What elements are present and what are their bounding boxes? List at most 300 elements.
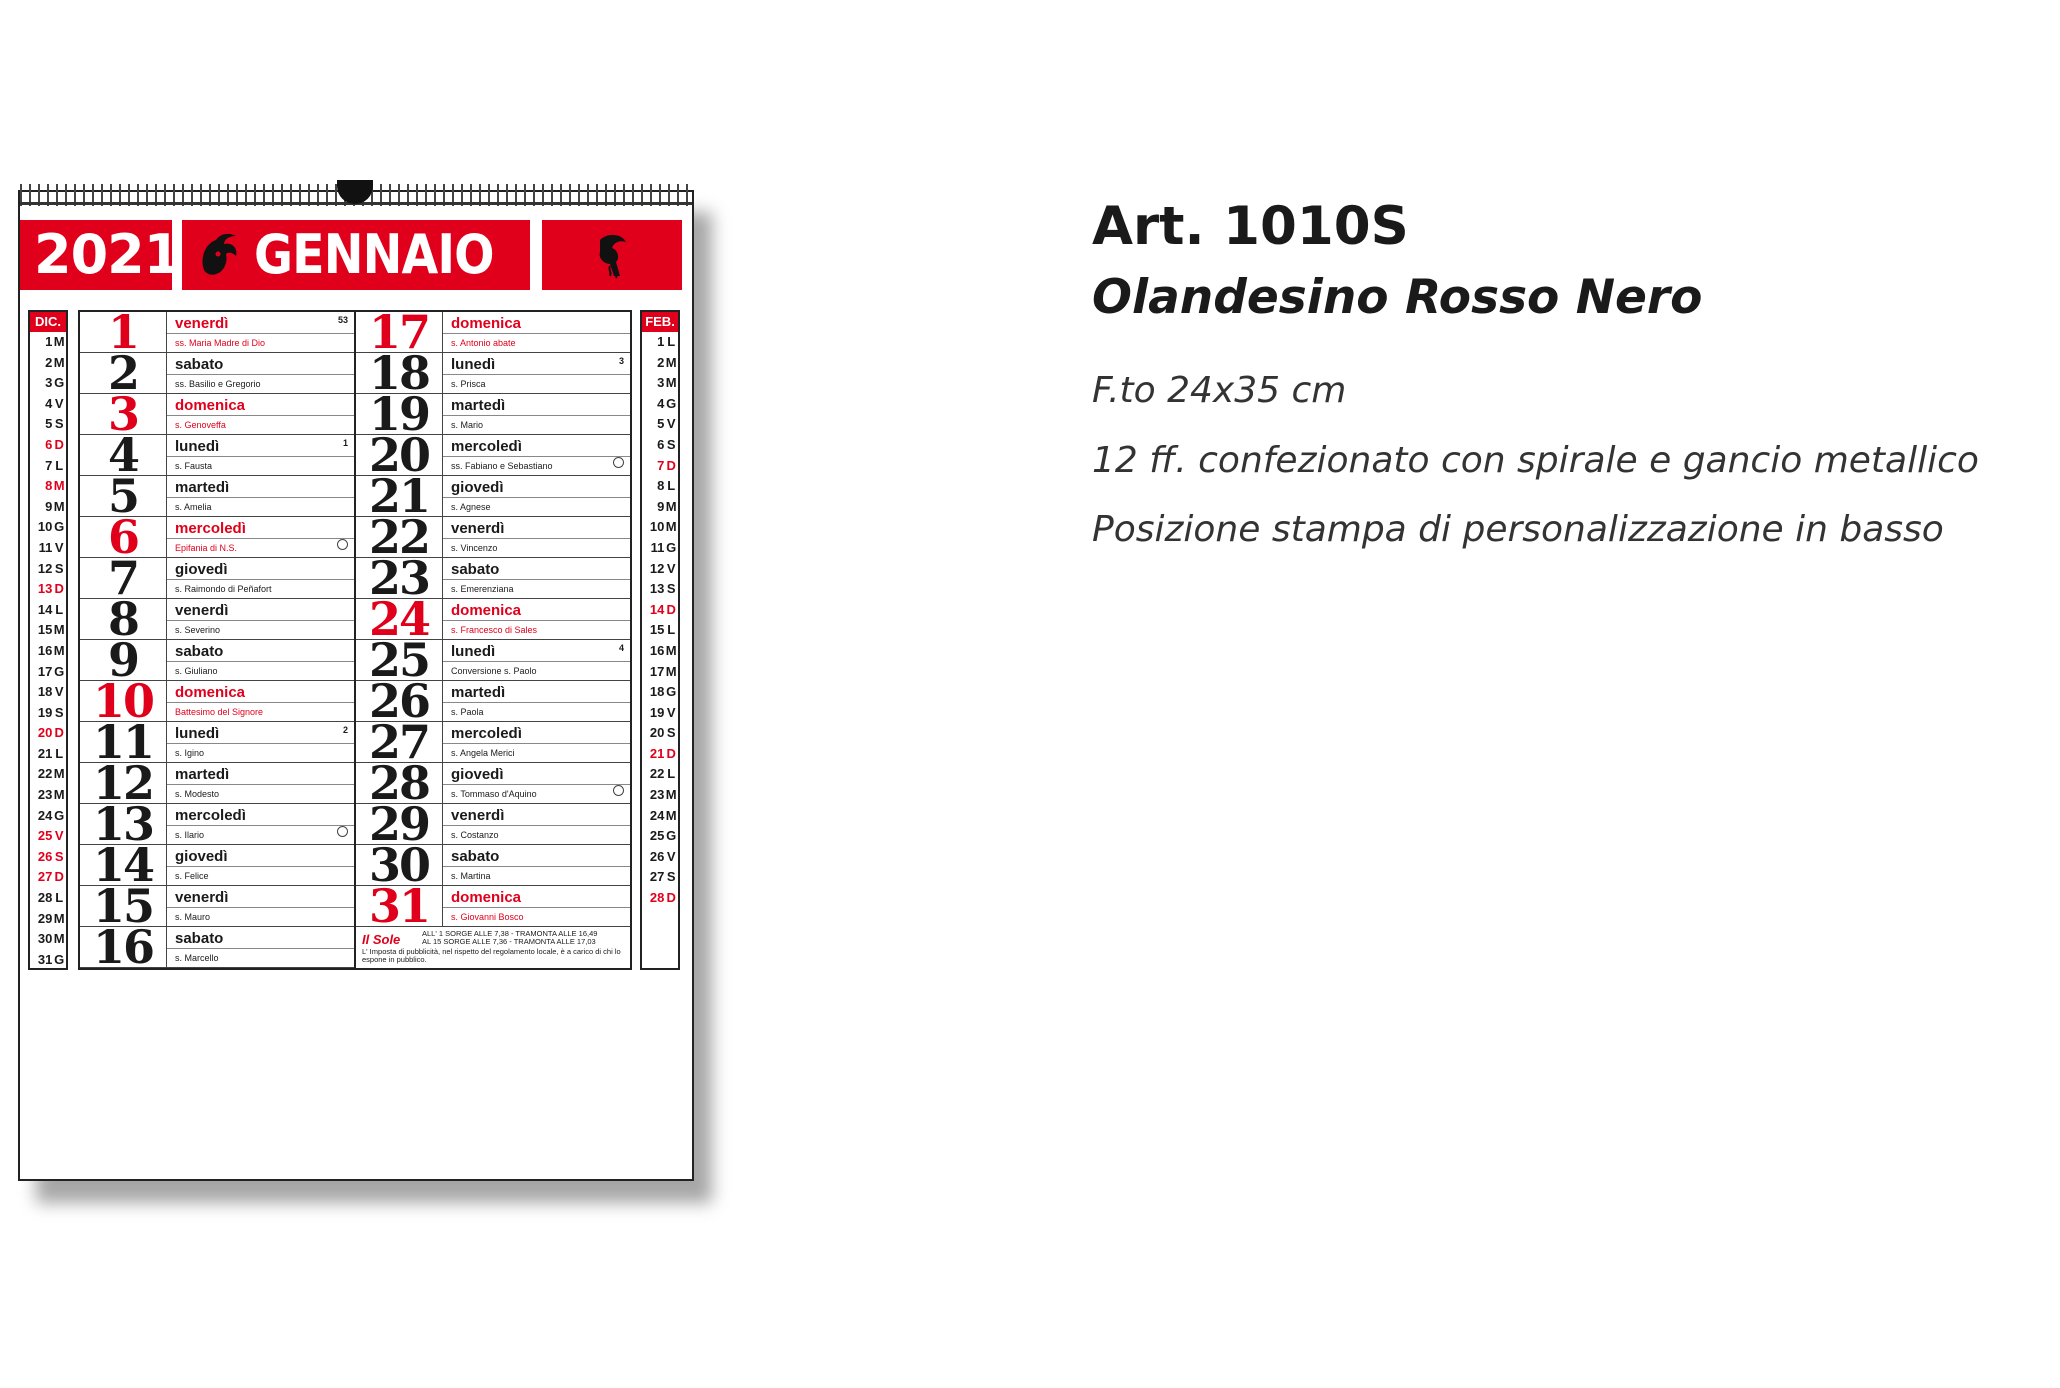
mini-day-row — [642, 785, 678, 806]
saint-name: s. Tommaso d'Aquino — [451, 789, 537, 799]
weekday-label: sabato — [175, 930, 224, 947]
mini-day-number: 3 — [657, 375, 665, 391]
aquarius-icon — [590, 230, 634, 280]
sunrise-info — [422, 930, 597, 946]
weekday-label: sabato — [451, 848, 500, 865]
mini-day-row — [642, 641, 678, 662]
weekday-label: domenica — [175, 684, 246, 701]
day-divider — [443, 579, 630, 580]
saint-name: s. Emerenziana — [451, 584, 514, 594]
day-number: 7 — [107, 551, 138, 605]
mini-day-number: 11 — [650, 539, 665, 555]
mini-day-row — [30, 867, 66, 888]
day-number: 12 — [92, 756, 153, 810]
day-divider — [443, 456, 630, 457]
saint-name: s. Paola — [451, 707, 484, 717]
print-position-spec: Posizione stampa di personalizzazione in basso — [1092, 509, 1944, 550]
saint-name: s. Marcello — [175, 953, 219, 963]
mini-day-number: 4 — [45, 395, 53, 411]
day-info — [442, 845, 630, 885]
day-number: 22 — [368, 510, 429, 564]
day-info — [166, 312, 354, 352]
day-number: 6 — [107, 510, 138, 564]
day-info — [166, 599, 354, 639]
day-number: 18 — [368, 346, 429, 400]
day-info — [166, 886, 354, 926]
mini-day-number: 28 — [37, 890, 53, 906]
saint-name: s. Igino — [175, 748, 205, 758]
mini-day-number: 8 — [657, 478, 665, 494]
day-divider — [167, 579, 354, 580]
day-info — [442, 599, 630, 639]
mini-day-letter: V — [54, 684, 64, 700]
mini-day-number: 9 — [45, 498, 53, 514]
mini-day-letter: V — [54, 828, 64, 844]
mini-day-letter: S — [666, 436, 676, 452]
mini-day-row — [30, 414, 66, 435]
mini-day-row — [642, 744, 678, 765]
mini-day-number: 6 — [657, 436, 665, 452]
day-info — [166, 927, 354, 967]
mini-day-row — [642, 373, 678, 394]
mini-day-letter: G — [54, 375, 65, 391]
mini-day-number: 13 — [649, 581, 665, 597]
mini-day-row — [642, 662, 678, 683]
day-number: 11 — [92, 715, 153, 769]
zodiac-header — [542, 220, 682, 290]
mini-day-number: 26 — [37, 848, 53, 864]
saint-name: ss. Fabiano e Sebastiano — [451, 461, 553, 471]
day-info — [442, 804, 630, 844]
mini-day-row — [30, 476, 66, 497]
day-number: 21 — [368, 469, 429, 523]
saint-name: s. Genoveffa — [175, 420, 226, 430]
mini-day-row — [30, 456, 66, 477]
day-number: 13 — [92, 797, 153, 851]
moon-phase-icon — [613, 457, 624, 468]
day-info — [166, 804, 354, 844]
weekday-label: domenica — [451, 602, 522, 619]
mini-day-letter: G — [666, 828, 677, 844]
day-number: 4 — [107, 428, 138, 482]
mini-day-row — [30, 353, 66, 374]
mini-day-row — [642, 394, 678, 415]
mini-day-row — [30, 826, 66, 847]
mini-day-letter: D — [54, 436, 64, 452]
next-month-days — [642, 332, 678, 909]
mini-day-letter: M — [53, 478, 65, 494]
day-row — [356, 879, 630, 933]
weekday-label: domenica — [451, 889, 522, 906]
day-divider — [167, 538, 354, 539]
saint-name: s. Amelia — [175, 502, 212, 512]
mini-day-number: 25 — [37, 828, 53, 844]
weekday-label: sabato — [451, 561, 500, 578]
mini-day-number: 7 — [657, 457, 665, 473]
day-number: 25 — [368, 633, 429, 687]
mini-day-letter: M — [53, 766, 65, 782]
mini-day-number: 21 — [649, 745, 665, 761]
mini-day-letter: G — [54, 519, 65, 535]
mini-day-row — [642, 579, 678, 600]
mini-day-letter: M — [53, 622, 65, 638]
day-divider — [167, 743, 354, 744]
sunrise-line-1: ALL' 1 SORGE ALLE 7,38 - TRAMONTA ALLE 16,49 — [422, 929, 598, 938]
mini-day-number: 5 — [45, 416, 53, 432]
mini-day-letter: D — [54, 869, 64, 885]
weekday-label: giovedì — [175, 561, 228, 578]
day-info — [166, 517, 354, 557]
mini-day-number: 31 — [37, 951, 53, 967]
saint-name: s. Prisca — [451, 379, 486, 389]
packaging-spec: 12 ff. confezionato con spirale e gancio metallico — [1092, 440, 1979, 481]
mini-day-letter: S — [666, 869, 676, 885]
mini-day-row — [642, 682, 678, 703]
week-number: 3 — [618, 356, 624, 366]
mini-day-number: 23 — [649, 787, 665, 803]
day-number: 9 — [107, 633, 138, 687]
saint-name: s. Antonio abate — [451, 338, 516, 348]
mini-day-letter: V — [54, 395, 64, 411]
day-number: 14 — [92, 838, 153, 892]
mini-day-letter: L — [667, 622, 676, 638]
day-info — [442, 353, 630, 393]
mini-day-number: 18 — [37, 684, 53, 700]
mini-day-number: 7 — [45, 457, 53, 473]
mini-day-row — [30, 559, 66, 580]
day-divider — [167, 702, 354, 703]
day-info — [166, 722, 354, 762]
mini-day-letter: M — [665, 354, 677, 370]
mini-day-letter: S — [54, 560, 64, 576]
mini-day-row — [30, 744, 66, 765]
mini-day-number: 23 — [37, 787, 53, 803]
model-name: Olandesino Rosso Nero — [1092, 270, 1703, 325]
previous-month-days — [30, 332, 66, 970]
saint-name: s. Fausta — [175, 461, 213, 471]
saint-name: s. Raimondo di Peñafort — [175, 584, 272, 594]
day-divider — [167, 907, 354, 908]
day-divider — [443, 702, 630, 703]
day-divider — [443, 825, 630, 826]
day-divider — [167, 333, 354, 334]
day-info — [166, 681, 354, 721]
mini-day-letter: S — [666, 725, 676, 741]
day-number: 28 — [368, 756, 429, 810]
previous-month-label: DIC. — [30, 312, 66, 332]
mini-day-number: 22 — [649, 766, 665, 782]
next-month-column — [640, 310, 680, 970]
mini-day-letter: L — [667, 766, 676, 782]
day-info — [442, 312, 630, 352]
mini-day-letter: G — [54, 807, 65, 823]
mini-day-letter: D — [666, 890, 676, 906]
mini-day-letter: G — [54, 663, 65, 679]
mini-day-number: 19 — [649, 704, 665, 720]
article-code: Art. 1010S — [1092, 196, 1409, 257]
day-info — [166, 353, 354, 393]
days-column-2 — [356, 305, 630, 968]
mini-day-row — [30, 435, 66, 456]
weekday-label: venerdì — [451, 807, 505, 824]
mini-day-row — [642, 497, 678, 518]
mini-day-number: 24 — [649, 807, 665, 823]
sunrise-line-2: AL 15 SORGE ALLE 7,36 - TRAMONTA ALLE 17,03 — [422, 937, 596, 946]
weekday-label: domenica — [451, 315, 522, 332]
mini-day-row — [642, 414, 678, 435]
mini-day-letter: S — [666, 581, 676, 597]
mini-day-number: 9 — [657, 498, 665, 514]
mini-day-number: 17 — [649, 663, 665, 679]
saint-name: s. Mauro — [175, 912, 211, 922]
weekday-label: mercoledì — [175, 807, 246, 824]
saint-name: s. Severino — [175, 625, 221, 635]
mini-day-letter: L — [667, 334, 676, 349]
day-divider — [167, 825, 354, 826]
mini-day-number: 6 — [45, 436, 53, 452]
weekday-label: venerdì — [451, 520, 505, 537]
mini-day-letter: L — [667, 478, 676, 494]
day-row — [80, 920, 354, 974]
mini-day-letter: M — [665, 807, 677, 823]
moon-phase-icon — [337, 826, 348, 837]
mini-day-row — [642, 600, 678, 621]
weekday-label: lunedì — [175, 438, 220, 455]
day-number: 17 — [368, 305, 429, 359]
mini-day-number: 14 — [37, 601, 53, 617]
saint-name: s. Martina — [451, 871, 491, 881]
day-number: 1 — [107, 305, 138, 359]
week-number: 53 — [337, 315, 348, 325]
mini-day-letter: M — [665, 642, 677, 658]
weekday-label: martedì — [451, 684, 506, 701]
day-divider — [443, 538, 630, 539]
mini-day-number: 22 — [37, 766, 53, 782]
day-divider — [167, 497, 354, 498]
mini-day-number: 15 — [649, 622, 665, 638]
day-divider — [167, 661, 354, 662]
year-label: 2021 — [34, 223, 181, 286]
saint-name: Conversione s. Paolo — [451, 666, 537, 676]
mini-day-row — [30, 517, 66, 538]
day-number: 5 — [107, 469, 138, 523]
mini-day-row — [30, 806, 66, 827]
next-month-label: FEB. — [642, 312, 678, 332]
format-spec: F.to 24x35 cm — [1092, 370, 1347, 411]
day-number: 23 — [368, 551, 429, 605]
mini-day-letter: L — [55, 457, 64, 473]
mini-day-row — [642, 559, 678, 580]
mini-day-row — [30, 497, 66, 518]
mini-day-number: 10 — [37, 519, 53, 535]
mini-day-number: 25 — [649, 828, 665, 844]
days-column-1 — [80, 305, 356, 974]
day-info — [166, 763, 354, 803]
mini-day-letter: G — [666, 395, 677, 411]
day-number: 20 — [368, 428, 429, 482]
day-info — [442, 640, 630, 680]
mini-day-letter: M — [53, 931, 65, 947]
mini-day-number: 27 — [649, 869, 665, 885]
mini-day-letter: D — [666, 457, 676, 473]
mini-day-letter: V — [666, 416, 676, 432]
mini-day-letter: D — [666, 745, 676, 761]
mini-day-letter: S — [54, 704, 64, 720]
day-info — [442, 886, 630, 926]
mini-day-row — [30, 703, 66, 724]
day-divider — [167, 415, 354, 416]
saint-name: s. Mario — [451, 420, 484, 430]
mini-day-row — [642, 703, 678, 724]
day-divider — [167, 374, 354, 375]
mini-day-letter: M — [53, 354, 65, 370]
saint-name: ss. Maria Madre di Dio — [175, 338, 266, 348]
moon-phase-icon — [613, 785, 624, 796]
mini-day-row — [642, 867, 678, 888]
mini-day-number: 15 — [37, 622, 53, 638]
weekday-label: venerdì — [175, 889, 229, 906]
year-header — [20, 220, 181, 290]
day-divider — [443, 866, 630, 867]
mini-day-letter: M — [665, 519, 677, 535]
day-number: 19 — [368, 387, 429, 441]
day-info — [442, 558, 630, 598]
mini-day-number: 2 — [657, 354, 665, 370]
mini-day-number: 8 — [45, 478, 53, 494]
day-divider — [443, 374, 630, 375]
day-divider — [443, 661, 630, 662]
mini-day-number: 27 — [37, 869, 53, 885]
mini-day-number: 17 — [37, 663, 53, 679]
day-number: 16 — [92, 920, 153, 974]
mini-day-number: 18 — [649, 684, 665, 700]
mini-day-row — [642, 723, 678, 744]
mini-day-letter: M — [53, 334, 65, 349]
mini-day-letter: G — [54, 951, 65, 967]
mini-day-row — [642, 456, 678, 477]
mini-day-row — [30, 785, 66, 806]
mini-day-number: 14 — [649, 601, 665, 617]
day-number: 27 — [368, 715, 429, 769]
day-divider — [443, 743, 630, 744]
capricorn-goat-icon — [198, 230, 242, 278]
mini-day-number: 20 — [649, 725, 665, 741]
weekday-label: lunedì — [451, 643, 496, 660]
mini-day-number: 1 — [45, 334, 53, 349]
day-info — [442, 476, 630, 516]
day-info — [166, 640, 354, 680]
saint-name: s. Giovanni Bosco — [451, 912, 524, 922]
weekday-label: sabato — [175, 356, 224, 373]
saint-name: s. Costanzo — [451, 830, 499, 840]
mini-day-number: 26 — [649, 848, 665, 864]
day-number: 8 — [107, 592, 138, 646]
mini-day-letter: M — [53, 642, 65, 658]
mini-day-number: 16 — [37, 642, 53, 658]
mini-day-row — [642, 332, 678, 353]
day-divider — [443, 333, 630, 334]
previous-month-column — [28, 310, 68, 970]
mini-day-letter: G — [666, 539, 677, 555]
mini-day-number: 2 — [45, 354, 53, 370]
mini-day-row — [642, 847, 678, 868]
calendar-sheet — [18, 190, 694, 1181]
tax-notice: L' Imposta di pubblicità, nel rispetto del regolamento locale, è a carico di chi lo espone in pubblico. — [362, 947, 621, 964]
mini-day-number: 19 — [37, 704, 53, 720]
mini-day-number: 30 — [37, 931, 53, 947]
day-divider — [443, 620, 630, 621]
day-divider — [167, 948, 354, 949]
day-info — [442, 681, 630, 721]
mini-day-letter: S — [54, 416, 64, 432]
day-divider — [167, 784, 354, 785]
mini-day-row — [642, 538, 678, 559]
day-info — [442, 435, 630, 475]
mini-day-letter: L — [55, 745, 64, 761]
mini-day-letter: D — [54, 725, 64, 741]
day-divider — [443, 907, 630, 908]
saint-name: s. Giuliano — [175, 666, 218, 676]
day-number: 15 — [92, 879, 153, 933]
weekday-label: martedì — [451, 397, 506, 414]
mini-day-letter: M — [665, 787, 677, 803]
mini-day-number: 21 — [37, 745, 53, 761]
mini-day-row — [642, 888, 678, 909]
day-info — [442, 394, 630, 434]
mini-day-row — [642, 620, 678, 641]
mini-day-letter: M — [665, 375, 677, 391]
day-divider — [443, 784, 630, 785]
day-divider — [443, 415, 630, 416]
mini-day-number: 16 — [649, 642, 665, 658]
mini-day-number: 24 — [37, 807, 53, 823]
weekday-label: sabato — [175, 643, 224, 660]
mini-day-row — [30, 600, 66, 621]
mini-day-number: 10 — [649, 519, 665, 535]
mini-day-number: 20 — [37, 725, 53, 741]
mini-day-letter: D — [54, 581, 64, 597]
mini-day-row — [30, 538, 66, 559]
mini-day-number: 12 — [649, 560, 665, 576]
weekday-label: domenica — [175, 397, 246, 414]
mini-day-row — [30, 847, 66, 868]
weekday-label: venerdì — [175, 602, 229, 619]
mini-day-number: 28 — [649, 890, 665, 906]
mini-day-letter: M — [53, 498, 65, 514]
mini-day-row — [30, 394, 66, 415]
mini-day-letter: D — [666, 601, 676, 617]
day-info — [166, 558, 354, 598]
weekday-label: lunedì — [451, 356, 496, 373]
day-divider — [167, 866, 354, 867]
mini-day-row — [30, 641, 66, 662]
saint-name: s. Modesto — [175, 789, 220, 799]
mini-day-letter: V — [666, 560, 676, 576]
day-info — [166, 435, 354, 475]
day-number: 24 — [368, 592, 429, 646]
mini-day-letter: G — [666, 684, 677, 700]
week-number: 1 — [342, 438, 348, 448]
mini-day-row — [642, 353, 678, 374]
saint-name: s. Vincenzo — [451, 543, 498, 553]
mini-day-row — [30, 662, 66, 683]
saint-name: s. Ilario — [175, 830, 205, 840]
weekday-label: giovedì — [451, 766, 504, 783]
saint-name: s. Francesco di Sales — [451, 625, 538, 635]
mini-day-letter: V — [666, 848, 676, 864]
day-divider — [167, 620, 354, 621]
moon-phase-icon — [337, 539, 348, 550]
